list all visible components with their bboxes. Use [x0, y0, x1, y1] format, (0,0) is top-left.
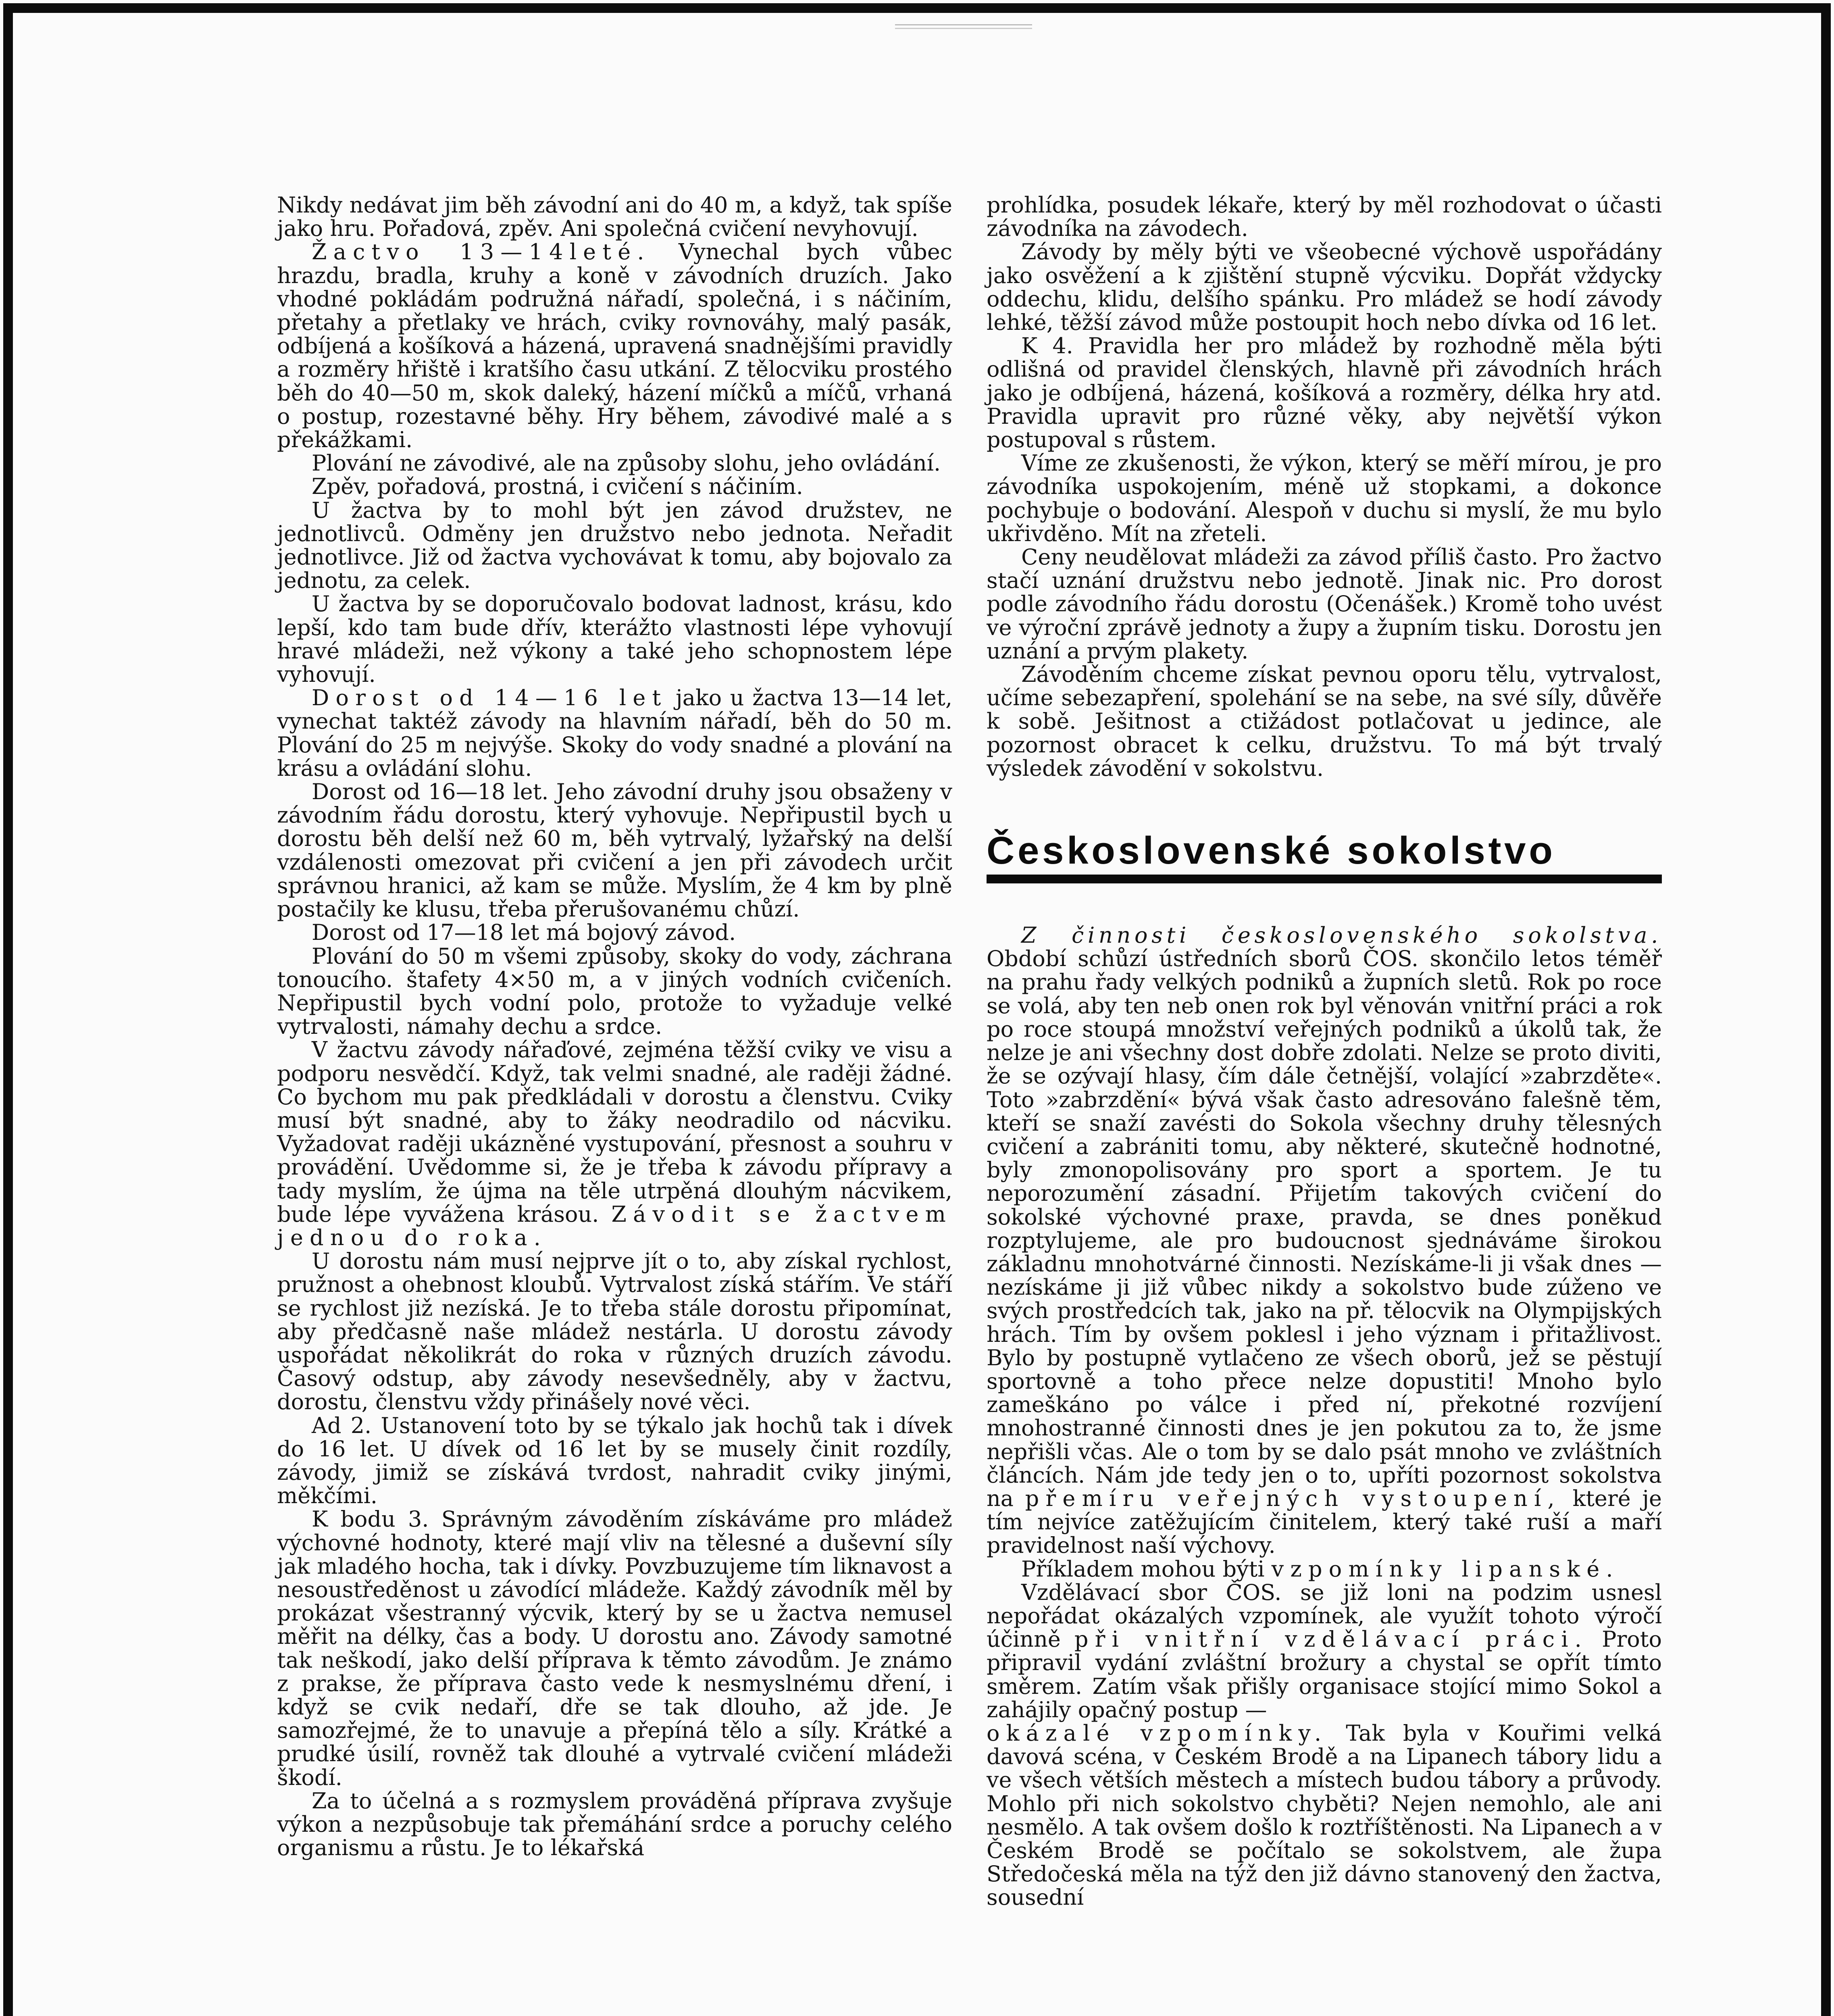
section-paragraph: [987, 1722, 1662, 1910]
age-group-heading: Dorost od 14—16 let: [312, 685, 668, 711]
spaced-emphasis: Závodit se žactvem jednou do roka.: [277, 1201, 952, 1250]
left-column: [277, 194, 952, 1860]
left-paragraph: Nikdy nedávat jim běh závodní ani do 40 m, a když, tak spíše jako hru. Pořadová, zpěv. Ani společná cvičení nevyhovují.: [277, 192, 952, 242]
right-paragraph: Ceny neudělovat mládeži za závod příliš často. Pro žactvo stačí uznání družstvu nebo jednotě. Jinak nic. Pro dorost podle závodního řádu dorostu (Očenášek.) Kromě toho uvést ve výroční zprávě jednoty a župy a župním tisku. Dorostu jen uznání a prvým plakety.: [987, 544, 1662, 664]
section-title: Československé sokolstvo: [987, 829, 1556, 873]
spaced-emphasis: vzpomínky lipanské.: [1271, 1556, 1620, 1582]
section-paragraph: [987, 1558, 1662, 1581]
paragraph-text: Proto připravil vydání zvláštní brožury a chystal se opřít tímto směrem. Zatím však přišly organisace stojící mimo Sokol a zahájily opačný postup —: [987, 1627, 1662, 1722]
right-paragraph: Závody by měly býti ve všeobecné výchově uspořádány jako osvěžení a k zjištění stupně výcviku. Dopřát vždycky oddechu, klidu, delšího spánku. Pro mládež se hodí závody lehké, těžší závod může postoupit hoch nebo dívka od 16 let.: [987, 239, 1662, 335]
left-paragraph: Plování do 50 m všemi způsoby, skoky do vody, záchrana tonoucího. štafety 4×50 m, a v jiných vodních cvičeních. Nepřipustil bych vodní polo, protože to vyžaduje velké vytrvalosti, námahy dechu a srdce.: [277, 943, 952, 1039]
spaced-emphasis: při vnitřní vzdělávací práci.: [1074, 1627, 1588, 1652]
age-group-heading: Žactvo 13—14leté.: [312, 239, 651, 265]
right-paragraph: Závoděním chceme získat pevnou oporu tělu, vytrvalost, učíme sebezapření, spolehání se na sebe, na své síly, důvěře k sobě. Ješitnost a ctižádost potlačovat u jedince, ale pozornost obracet k celku, družstvu. To má být trvalý výsledek závodění v sokolstvu.: [987, 662, 1662, 781]
left-paragraph: U žactva by se doporučovalo bodovat ladnost, krásu, kdo lepší, kdo tam bude dřív, kterážto vlastnosti lépe vyhovují hravé mládeži, než výkony a také jeho schopnostem lépe vyhovují.: [277, 591, 952, 687]
paragraph-text: V žactvu závody nářaďové, zejména těžší cviky ve visu a podporu nesvědčí. Když, tak velmi snadné, ale raději žádné. Co bychom mu pak předkládali v dorostu a členstvu. Cviky musí být snadné, aby to žáky neodradilo od nácviku. Vyžadovat raději ukázněné vystupování, přesnost a souhru v provádění. Uvědomme si, že je třeba k závodu přípravy a tady myslím, že újma na těle utrpěná dlouhým nácvikem, bude lépe vyvážena krásou.: [277, 1037, 952, 1227]
spaced-emphasis: přemíru veřejných vystoupení,: [1025, 1485, 1561, 1511]
left-paragraph: Za to účelná a s rozmyslem prováděná příprava zvyšuje výkon a nezpůsobuje tak přemáhání srdce a poruchy celého organismu a růstu. Je to lékařská: [277, 1788, 952, 1861]
left-paragraph: Ad 2. Ustanovení toto by se týkalo jak hochů tak i dívek do 16 let. U dívek od 16 let by se musely činit rozdíly, závody, jimiž se získává tvrdost, nahradit cviky jinými, měkčími.: [277, 1412, 952, 1509]
right-paragraph: prohlídka, posudek lékaře, který by měl rozhodovat o účasti závodníka na závodech.: [987, 192, 1662, 242]
right-paragraph: Víme ze zkušenosti, že výkon, který se měří mírou, je pro závodníka uspokojením, méně už stopkami, a dokonce pochybuje o bodování. Alespoň v duchu si myslí, že mu bylo ukřivděno. Mít na zřeteli.: [987, 450, 1662, 546]
left-paragraph: U dorostu nám musí nejprve jít o to, aby získal rychlost, pružnost a ohebnost kloubů. Vytrvalost získá stářím. Ve stáří se rychlost již nezíská. Je to třeba stále dorostu připomínat, aby předčasně naše mládež nestárla. U dorostu závody uspořádat několikrát do roka v různých druzích závodu. Časový odstup, aby závody nesevšedněly, aby v žactvu, dorostu, členstvu vždy přinášely nové věci.: [277, 1248, 952, 1415]
left-paragraph: U žactva by to mohl být jen závod družstev, ne jednotlivců. Odměny jen družstvo nebo jednota. Neřadit jednotlivce. Již od žactva vychovávat k tomu, aby bojovalo za jednotu, za celek.: [277, 497, 952, 594]
section-lead-italic: Z činnosti československého sokolstva.: [1021, 923, 1662, 948]
left-paragraph: [277, 240, 952, 452]
paragraph-text: Období schůzí ústředních sborů ČOS. skončilo letos téměř na prahu řady velkých podniků a župních sletů. Rok po roce se volá, aby ten neb onen rok byl věnován vnitřní práci a rok po roce stoupá množství veřejných podniků a úkolů tak, že nelze je ani všechny dost dobře zdolati. Nelze se proto diviti, že se ozývají hlasy, čím dále četnější, volající »zabrzděte«. Toto »zabrzdění« bývá však často adresováno falešně těm, kteří se snaží zavésti do Sokola všechny druhy tělesných cvičení a zabrániti tomu, aby některé, skutečně hodnotné, byly zmonopolisovány pro sport a sportem. Je tu neporozumění zásadní. Přijetím takových cvičení do sokolské výchovné praxe, pravda, se dnes poněkud rozptylujeme, ale pro budoucnost sjednáváme širokou základnu mnohotvárné činnosti. Nezískáme-li ji však dnes — nezískáme ji již vůbec nikdy a sokolstvo bude zúženo ve svých prostředcích tak, jako na př. tělocvik na Olympijských hrách. Tím by ovšem poklesl i jeho význam i přitažlivost. Bylo by postupně vytlačeno ze všech oborů, jež se pěstují sportovně a toho přece nelze dopustiti! Mnoho bylo zameškáno po válce i před ní, překotné rozvíjení mnohostranné činnosti dnes je jen pokutou za to, že jsme nepřišli včas. Ale o tom by se dalo psát mnoho ve zvláštních článcích. Nám jde tedy jen o to, upříti pozornost sokolstva na: [987, 946, 1662, 1511]
left-paragraph: [277, 1038, 952, 1250]
spaced-emphasis: okázalé vzpomínky.: [987, 1720, 1328, 1746]
right-column: [987, 194, 1662, 1910]
left-paragraph: [277, 686, 952, 780]
left-paragraph: Dorost od 16—18 let. Jeho závodní druhy jsou obsaženy v závodním řádu dorostu, který vyhovuje. Nepřipustil bych u dorostu běh delší než 60 m, běh vytrvalý, lyžařský na delší vzdálenosti omezovat při cvičení a jen při závodech určit správnou hranici, až kam se může. Myslím, že 4 km by plně postačily ke klusu, třeba přerušovanému chůzí.: [277, 779, 952, 922]
right-paragraph: K 4. Pravidla her pro mládež by rozhodně měla býti odlišná od pravidel členských, hlavně při závodních hrách jako je odbíjená, házená, košíková a rozměry, délka hry atd. Pravidla upravit pro různé věky, aby největší výkon postupoval s růstem.: [987, 333, 1662, 453]
paragraph-text: Vzdělávací sbor ČOS. se již loni na podzim usnesl nepořádat okázalých vzpomínek, ale využít tohoto výročí účinně: [987, 1579, 1662, 1652]
left-paragraph: Plování ne závodivé, ale na způsoby slohu, jeho ovládání.: [312, 450, 941, 476]
section-paragraph: [987, 1581, 1662, 1722]
top-ornament-rule: [895, 24, 1032, 29]
paragraph-text: jako u žactva 13—14 let, vynechat taktéž závody na hlavním nářadí, běh do 50 m. Plování do 25 m nejvýše. Skoky do vody snadné a plování na krásu a ovládání slohu.: [277, 685, 952, 781]
paragraph-text: Vynechal bych vůbec hrazdu, bradla, kruhy a koně v závodních druzích. Jako vhodné pokládám podružná nářadí, společná, i s náčiním, přetahy a přetlaky ve hrách, cviky rovnováhy, malý pasák, odbíjená a košíková a házená, upravená snadnějšími pravidly a rozměry hřiště i kratšího času utkání. Z tělocviku prostého běh do 40—50 m, skok daleký, házení míčků a míčů, vrhaná o postup, rozestavné běhy. Hry během, závodivé malé a s překážkami.: [277, 239, 953, 453]
section-title-rule: [987, 875, 1662, 883]
paragraph-text: které je tím nejvíce zatěžujícím činitelem, který také ruší a maří pravidelnost naší výchovy.: [987, 1485, 1662, 1558]
section-paragraph: [987, 924, 1662, 1557]
left-paragraph: Dorost od 17—18 let má bojový závod.: [312, 920, 736, 946]
paragraph-text: Tak byla v Kouřimi velká davová scéna, v Českém Brodě a na Lipanech tábory lidu a ve všech větších městech a místech budou tábory a průvody. Mohlo při nich sokolstvo chyběti? Nejen nemohlo, ale ani nesmělo. A tak ovšem došlo k roztříštěnosti. Na Lipanech a v Českém Brodě se počítalo se sokolstvem, ale župa Středočeská měla na týž den již dávno stanovený den žactva, sousední: [987, 1720, 1662, 1910]
paragraph-text: Příkladem mohou býti: [1021, 1556, 1265, 1582]
left-paragraph: K bodu 3. Správným závoděním získáváme pro mládež výchovné hodnoty, které mají vliv na tělesné a duševní síly jak mladého hocha, tak i dívky. Povzbuzujeme tím liknavost a nesoustředěnost u závodící mládeže. Každý závodník měl by prokázat všestranný výcvik, který by se u žactva nemusel měřit na délky, čas a body. U dorostu ano. Závody samotné tak neškodí, jako delší příprava k těmto závodům. Je známo z prakse, že příprava často vede k nesmyslnému dření, i když se cvik nedaří, dře se tak dlouho, až jde. Je samozřejmé, že to unavuje a přepíná tělo a síly. Krátké a prudké úsilí, rovněž tak dlouhé a vytrvalé cvičení mládeži škodí.: [277, 1506, 952, 1790]
left-paragraph: Zpěv, pořadová, prostná, i cvičení s náčiním.: [312, 474, 803, 500]
